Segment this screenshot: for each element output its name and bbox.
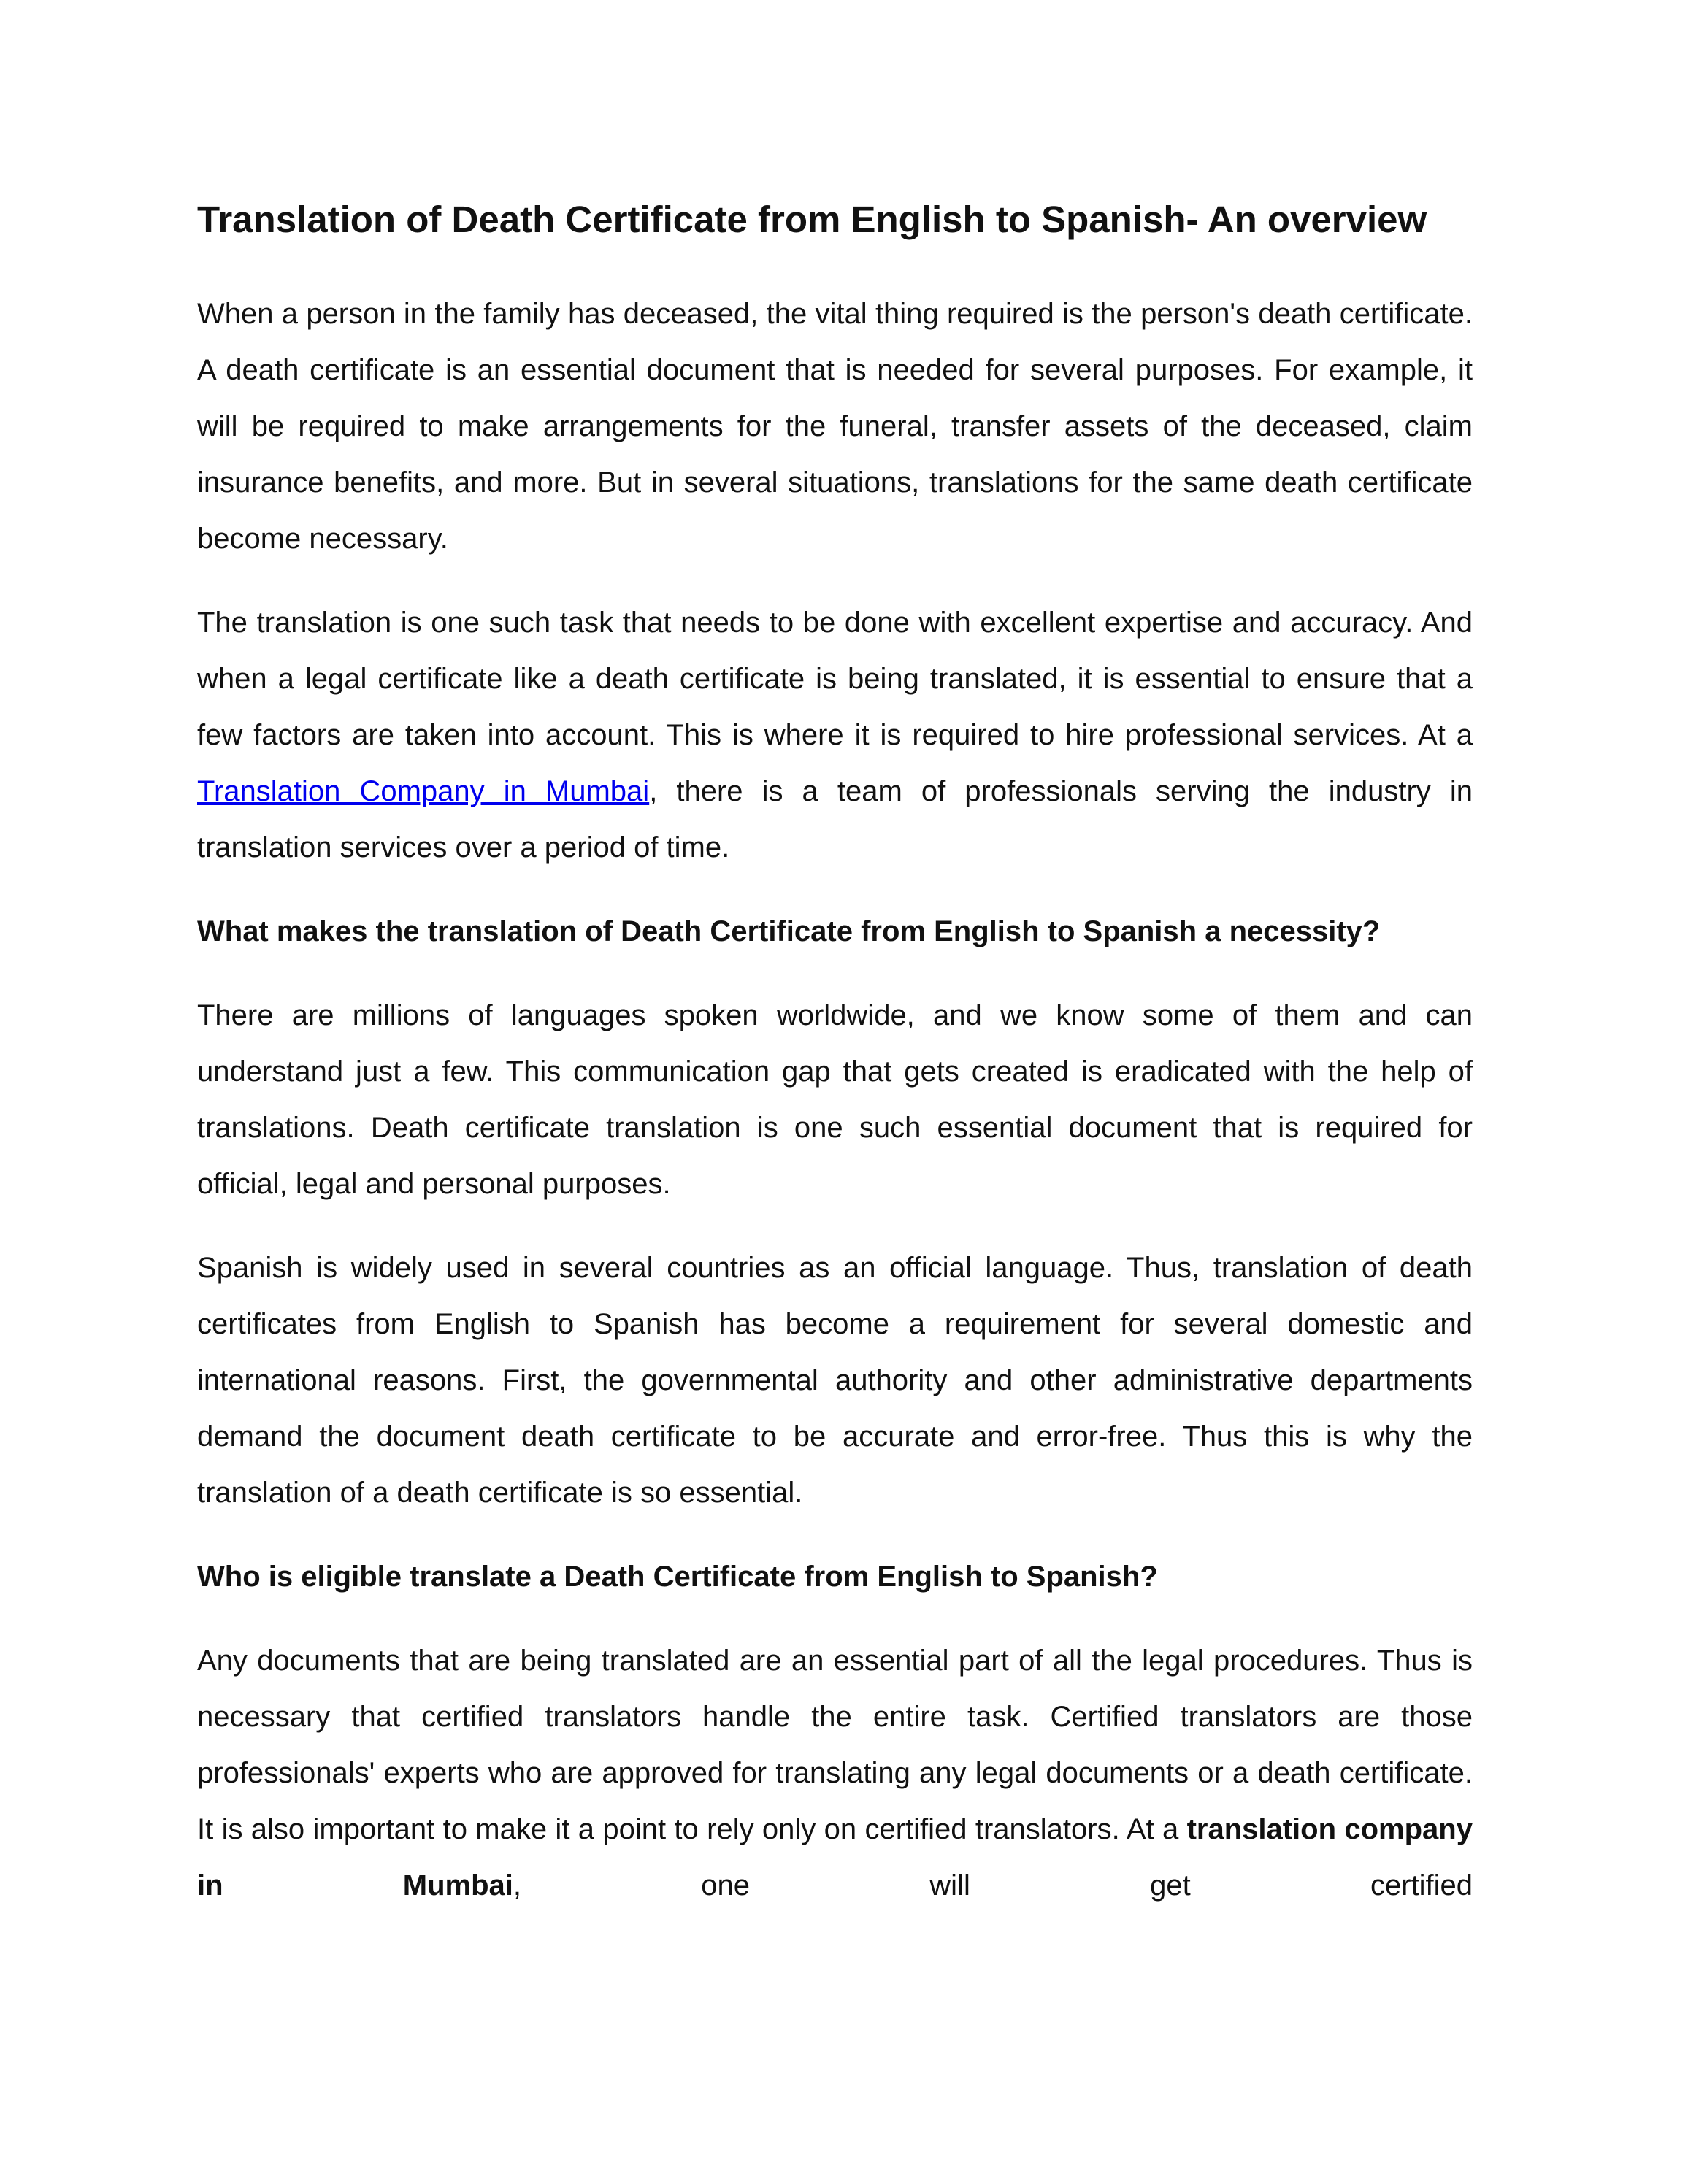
text: , there is a team of professionals serving the industry in translation services over a period of time. bbox=[197, 775, 1473, 864]
text: Any documents that are being translated are an essential part of all the legal procedures. Thus is necessary that certified translators handle the entire task. Certified translators are those professionals' experts who are approved for translating any legal documents or a death certificate. It is also important to make it a point to rely only on certified translators. At a bbox=[197, 1645, 1473, 1845]
document-page bbox=[197, 198, 1473, 1942]
text: The translation is one such task that needs to be done with excellent expertise and accuracy. And when a legal certificate like a death certificate is being translated, it is essential to ensure that a few factors are taken into account. This is where it is required to hire professional services. At a bbox=[197, 607, 1473, 751]
paragraph-spanish: Spanish is widely used in several countries as an official language. Thus, translation of death certificates from English to Spanish has become a requirement for several domestic and international reasons. First, the governmental authority and other administrative departments demand the document death certificate to be accurate and error-free. Thus this is why the translation of a death certificate is so essential. bbox=[197, 1252, 1473, 1509]
heading-necessity: What makes the translation of Death Certificate from English to Spanish a necessity? bbox=[197, 915, 1381, 947]
paragraph-languages: There are millions of languages spoken worldwide, and we know some of them and can understand just a few. This communication gap that gets created is eradicated with the help of translations. Death certificate translation is one such essential document that is required for official, legal and personal purposes. bbox=[197, 999, 1473, 1200]
bold-company-text: translation company in Mumbai bbox=[197, 1813, 1473, 1902]
paragraph-translation-task bbox=[197, 595, 1473, 876]
translation-company-link[interactable]: Translation Company in Mumbai bbox=[197, 775, 650, 807]
paragraph-intro: When a person in the family has deceased, the vital thing required is the person's death certificate. A death certificate is an essential document that is needed for several purposes. For example, it will be required to make arrangements for the funeral, transfer assets of the deceased, claim insurance benefits, and more. But in several situations, translations for the same death certificate become necessary. bbox=[197, 298, 1473, 555]
heading-eligible: Who is eligible translate a Death Certificate from English to Spanish? bbox=[197, 1561, 1158, 1593]
paragraph-certified bbox=[197, 1633, 1473, 1914]
text: , one will get certified bbox=[513, 1869, 1473, 1902]
document-title: Translation of Death Certificate from English to Spanish- An overview bbox=[197, 199, 1427, 240]
